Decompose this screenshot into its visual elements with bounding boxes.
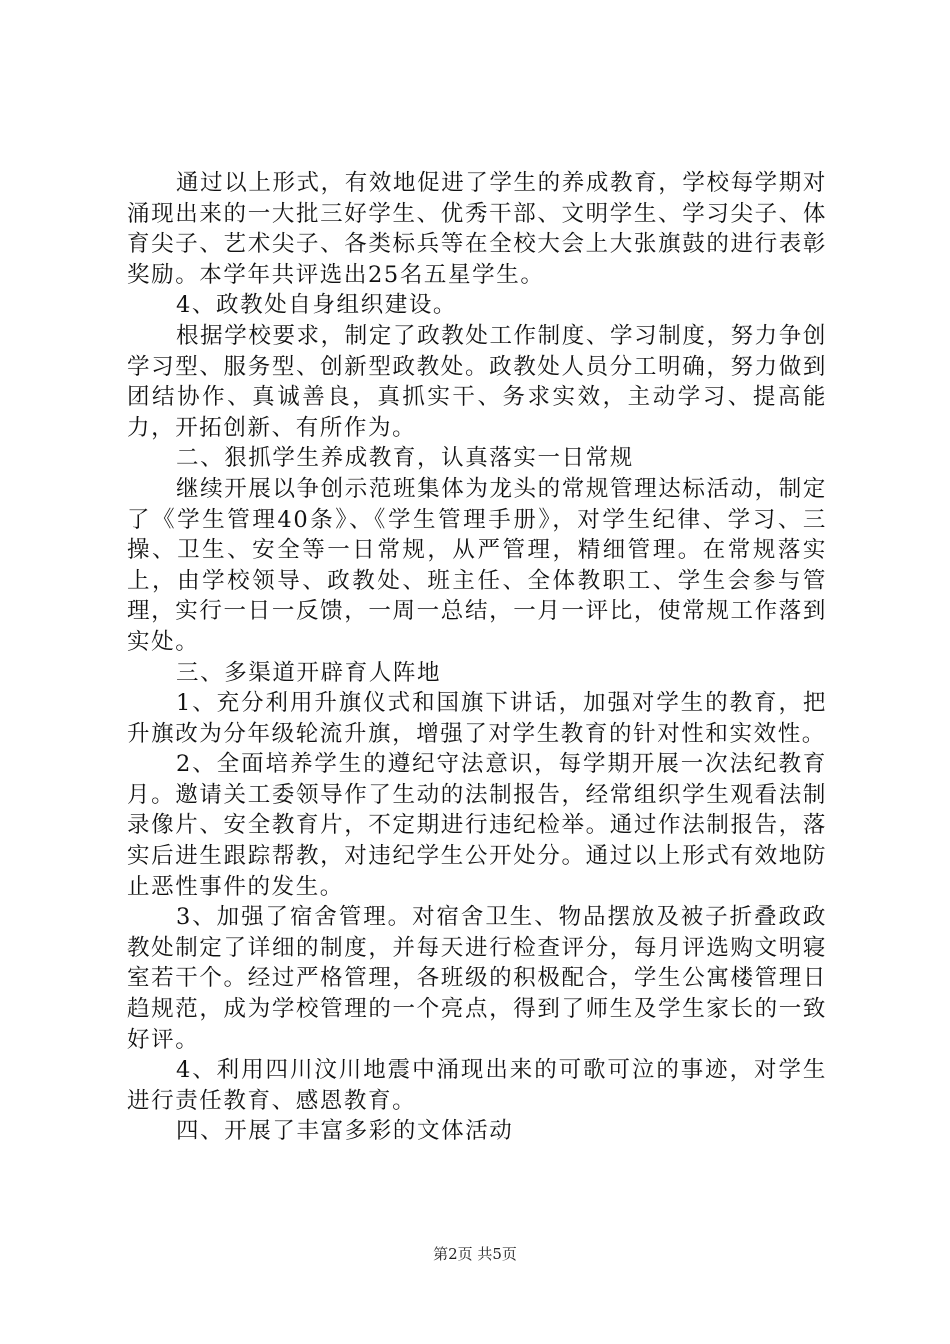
- section-heading: 二、狠抓学生养成教育，认真落实一日常规: [176, 445, 634, 472]
- paragraph: 根据学校要求，制定了政教处工作制度、学习制度，努力争创学习型、服务型、创新型政教处。政教处人员分工明确，努力做到团结协作、真诚善良，真抓实干、务求实效，主动学习、提高能力，开拓创新、有所作为。: [127, 322, 827, 441]
- paragraph: 1、充分利用升旗仪式和国旗下讲话，加强对学生的教育，把升旗改为分年级轮流升旗，增强了对学生教育的针对性和实效性。: [127, 690, 827, 747]
- paragraph: 4、利用四川汶川地震中涌现出来的可歌可泣的事迹，对学生进行责任教育、感恩教育。: [127, 1057, 827, 1114]
- section-heading: 四、开展了丰富多彩的文体活动: [176, 1118, 514, 1145]
- paragraph: 通过以上形式，有效地促进了学生的养成教育，学校每学期对涌现出来的一大批三好学生、优秀干部、文明学生、学习尖子、体育尖子、艺术尖子、各类标兵等在全校大会上大张旗鼓的进行表彰奖励。本学年共评选出25名五星学生。: [127, 170, 827, 288]
- page-footer: 第2页 共5页: [433, 1245, 517, 1263]
- paragraph: 2、全面培养学生的遵纪守法意识，每学期开展一次法纪教育月。邀请关工委领导作了生动的法制报告，经常组织学生观看法制录像片、安全教育片，不定期进行违纪检举。通过作法制报告，落实后进生跟踪帮教，对违纪学生公开处分。通过以上形式有效地防止恶性事件的发生。: [127, 751, 827, 900]
- section-heading: 4、政教处自身组织建设。: [176, 292, 458, 319]
- section-heading: 三、多渠道开辟育人阵地: [176, 659, 442, 686]
- document-body: [127, 168, 827, 1147]
- paragraph: 继续开展以争创示范班集体为龙头的常规管理达标活动，制定了《学生管理40条》、《学生管理手册》，对学生纪律、学习、三操、卫生、安全等一日常规，从严管理，精细管理。在常规落实上，由学校领导、政教处、班主任、全体教职工、学生会参与管理，实行一日一反馈，一周一总结，一月一评比，使常规工作落到实处。: [127, 475, 827, 655]
- paragraph: 3、加强了宿舍管理。对宿舍卫生、物品摆放及被子折叠政政教处制定了详细的制度，并每天进行检查评分，每月评选购文明寝室若干个。经过严格管理，各班级的积极配合，学生公寓楼管理日趋规范，成为学校管理的一个亮点，得到了师生及学生家长的一致好评。: [127, 904, 827, 1053]
